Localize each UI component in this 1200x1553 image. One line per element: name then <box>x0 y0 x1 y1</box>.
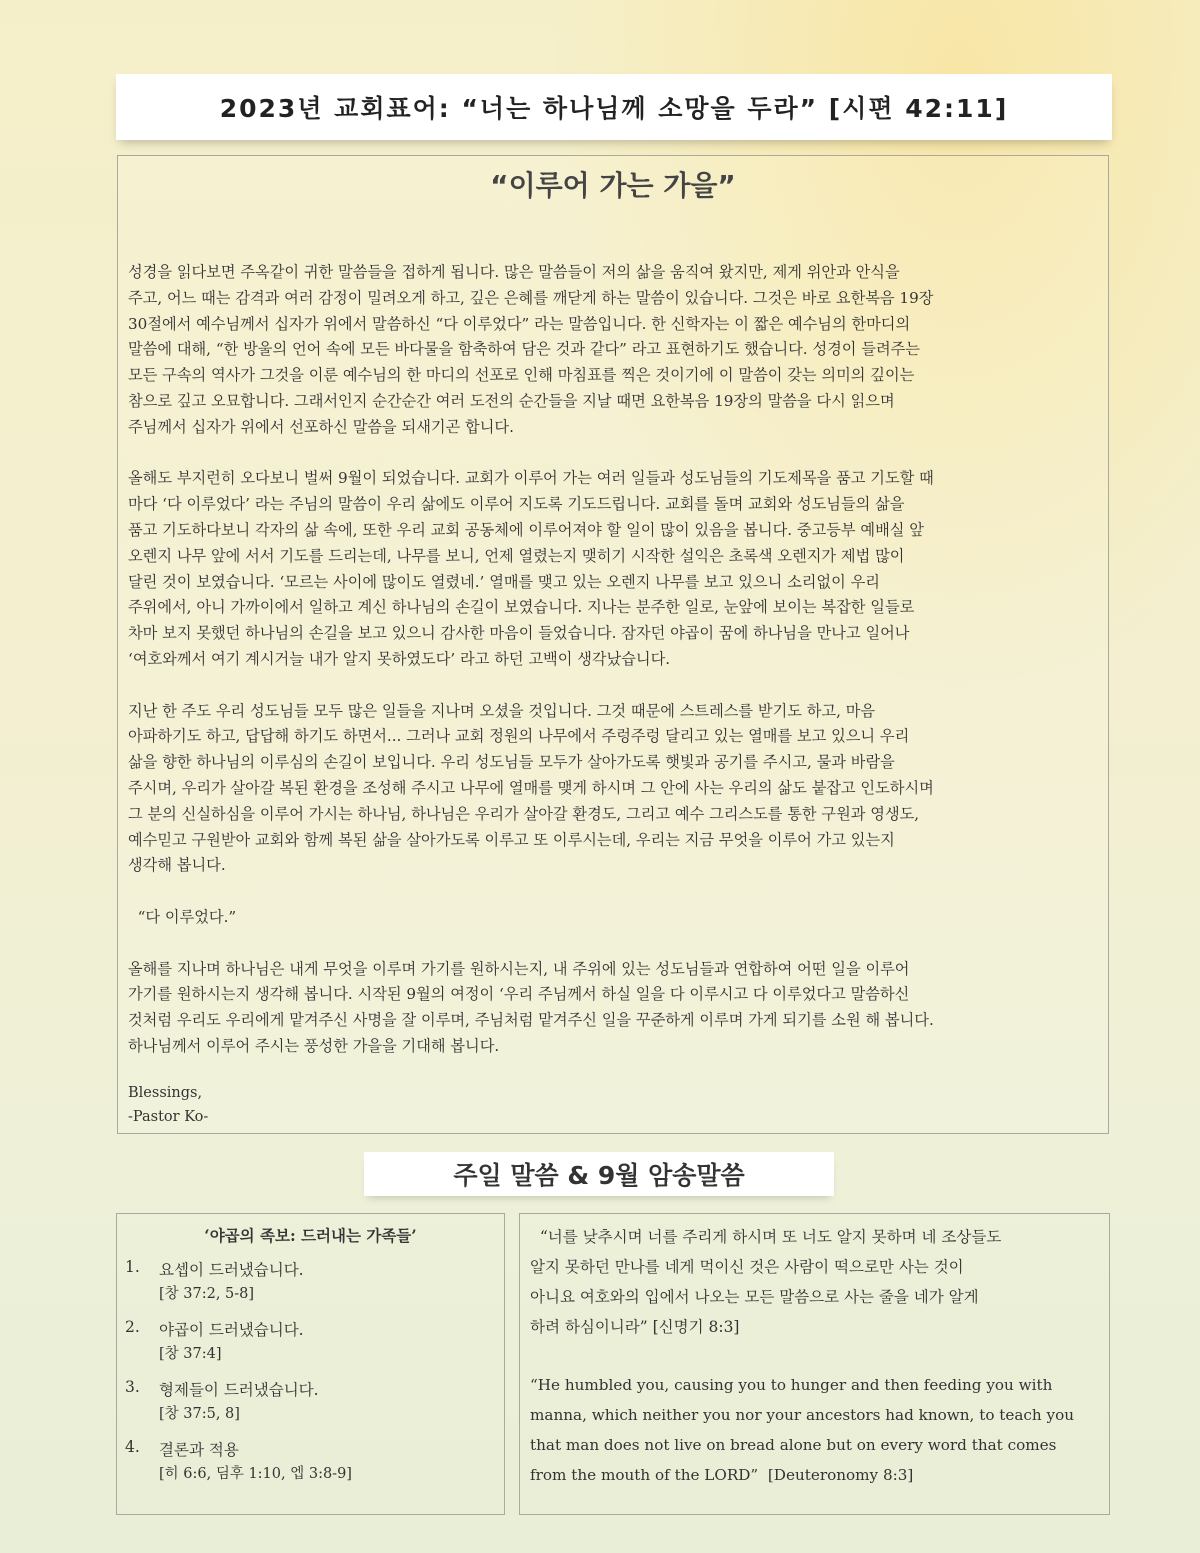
verse-line: manna, which neither you nor your ancestors had known, to teach you <box>530 1406 1075 1424</box>
item-reference: [창 37:5, 8] <box>159 1406 240 1422</box>
section-title: 주일 말씀 & 9월 암송말씀 <box>453 1161 745 1190</box>
pastor-column <box>117 155 1109 1134</box>
verse-line: that man does not live on bread alone but on every word that comes <box>530 1436 1057 1454</box>
paragraph-4 <box>128 905 1103 931</box>
text-line: 주님께서 십자가 위에서 선포하신 말씀을 되새기곤 합니다. <box>128 417 514 436</box>
item-text: 야곱이 드러냈습니다. <box>159 1321 304 1339</box>
item-reference: [히 6:6, 딤후 1:10, 엡 3:8-9] <box>159 1466 352 1482</box>
sermon-outline <box>125 1258 495 1498</box>
text-line: 품고 기도하다보니 각자의 삶 속에, 또한 우리 교회 공동체에 이루어져야 할 일이 많이 있음을 봅니다. 중고등부 예배실 앞 <box>128 520 924 539</box>
item-text: 형제들이 드러냈습니다. <box>159 1381 319 1399</box>
text-line: 가기를 원하시는지 생각해 봅니다. 시작된 9월의 여정이 ‘우리 주님께서 하실 일을 다 이루시고 다 이루었다고 말씀하신 <box>128 985 910 1004</box>
text-line: 올해도 부지런히 오다보니 벌써 9월이 되었습니다. 교회가 이루어 가는 여러 일들과 성도님들의 기도제목을 품고 기도할 때 <box>128 469 934 488</box>
item-text: 결론과 적용 <box>159 1441 239 1459</box>
text-line: 모든 구속의 역사가 그것을 이룬 예수님의 한 마디의 선포로 인해 마침표를 찍은 것이기에 이 말씀이 갖는 의미의 깊이는 <box>128 366 915 385</box>
text-line: 그 분의 신실하심을 이루어 가시는 하나님, 하나님은 우리가 살아갈 환경도, 그리고 예수 그리스도를 통한 구원과 영생도, <box>128 804 920 823</box>
item-number: 2. <box>125 1318 140 1336</box>
text-line: 차마 보지 못했던 하나님의 손길을 보고 있으니 감사한 마음이 들었습니다. 잠자던 야곱이 꿈에 하나님을 만나고 일어나 <box>128 624 910 643</box>
paragraph-1 <box>128 260 1103 441</box>
outline-item <box>125 1378 495 1438</box>
item-number: 4. <box>125 1438 140 1456</box>
text-line: 삶을 향한 하나님의 이루심의 손길이 보입니다. 우리 성도님들 모두가 살아가도록 햇빛과 공기를 주시고, 물과 바람을 <box>128 753 895 772</box>
text-line: 주시며, 우리가 살아갈 복된 환경을 조성해 주시고 나무에 열매를 맺게 하시며 그 안에 사는 우리의 삶도 붙잡고 인도하시며 <box>128 778 934 797</box>
motto-text: 2023년 교회표어: “너는 하나님께 소망을 두라” [시편 42:11] <box>219 94 1009 123</box>
paragraph-3 <box>128 699 1103 880</box>
signature-block <box>128 1081 208 1129</box>
memory-verse-box <box>519 1213 1110 1515</box>
column-title: “이루어 가는 가을” <box>490 169 736 202</box>
section-banner <box>364 1152 834 1196</box>
sermon-title: ‘야곱의 족보: 드러내는 가족들’ <box>204 1226 417 1245</box>
text-line: 주위에서, 아니 가까이에서 일하고 계신 하나님의 손길이 보였습니다. 지나는 분주한 일로, 눈앞에 보이는 복잡한 일들로 <box>128 598 915 617</box>
outline-item <box>125 1438 495 1498</box>
verse-line: from the mouth of the LORD” [Deuteronomy 8:3] <box>530 1466 914 1484</box>
verse-line: 알지 못하던 만나를 네게 먹이신 것은 사람이 떡으로만 사는 것이 <box>530 1258 964 1276</box>
item-reference: [창 37:4] <box>159 1346 222 1362</box>
text-line: 오렌지 나무 앞에 서서 기도를 드리는데, 나무를 보니, 언제 열렸는지 맺히기 시작한 설익은 초록색 오렌지가 제법 많이 <box>128 546 905 565</box>
text-line: 예수믿고 구원받아 교회와 함께 복된 삶을 살아가도록 이루고 또 이루시는데, 우리는 지금 무엇을 이루어 가고 있는지 <box>128 830 895 849</box>
verse-line: 아니요 여호와의 입에서 나오는 모든 말씀으로 사는 줄을 네가 알게 <box>530 1288 979 1306</box>
author: -Pastor Ko- <box>128 1109 209 1125</box>
text-line: 지난 한 주도 우리 성도님들 모두 많은 일들을 지나며 오셨을 것입니다. 그것 때문에 스트레스를 받기도 하고, 마음 <box>128 701 876 720</box>
text-line: 달린 것이 보였습니다. ‘모르는 사이에 많이도 열렸네.’ 열매를 맺고 있는 오렌지 나무를 보고 있으니 소리없이 우리 <box>128 572 880 591</box>
column-body <box>128 260 1103 1060</box>
text-line: 말씀에 대해, “한 방울의 언어 속에 모든 바다물을 함축하여 담은 것과 같다” 라고 표현하기도 했습니다. 성경이 들려주는 <box>128 340 920 359</box>
verse-line: “너를 낮추시며 너를 주리게 하시며 또 너도 알지 못하며 네 조상들도 <box>530 1228 1002 1246</box>
text-line: 참으로 깊고 오묘합니다. 그래서인지 순간순간 여러 도전의 순간들을 지날 때면 요한복음 19장의 말씀을 다시 읽으며 <box>128 391 895 410</box>
item-number: 3. <box>125 1378 140 1396</box>
signoff: Blessings, <box>128 1085 203 1101</box>
item-text: 요셉이 드러냈습니다. <box>159 1261 304 1279</box>
verse-line: “He humbled you, causing you to hunger and then feeding you with <box>530 1376 1053 1394</box>
paragraph-5 <box>128 957 1103 1060</box>
text-line: 성경을 읽다보면 주옥같이 귀한 말씀들을 접하게 됩니다. 많은 말씀들이 저의 삶을 움직여 왔지만, 제게 위안과 안식을 <box>128 263 900 281</box>
text-line: 30절에서 예수님께서 십자가 위에서 말씀하신 “다 이루었다” 라는 말씀입니다. 한 신학자는 이 짧은 예수님의 한마디의 <box>128 314 911 333</box>
outline-item <box>125 1318 495 1378</box>
sermon-outline-box <box>116 1213 505 1515</box>
item-number: 1. <box>125 1258 140 1276</box>
text-line: 올해를 지나며 하나님은 내게 무엇을 이루며 가기를 원하시는지, 내 주위에 있는 성도님들과 연합하여 어떤 일을 이루어 <box>128 959 910 978</box>
text-line: 것처럼 우리도 우리에게 맡겨주신 사명을 잘 이루며, 주님처럼 맡겨주신 일을 꾸준하게 이루며 가게 되기를 소원 해 봅니다. <box>128 1011 934 1030</box>
text-line: 생각해 봅니다. <box>128 856 226 875</box>
paragraph-2 <box>128 466 1103 672</box>
outline-item <box>125 1258 495 1318</box>
verse-korean <box>530 1222 1100 1342</box>
item-reference: [창 37:2, 5-8] <box>159 1286 255 1302</box>
verse-english <box>530 1370 1105 1490</box>
text-line: 주고, 어느 때는 감격과 여러 감정이 밀려오게 하고, 깊은 은혜를 깨닫게 하는 말씀이 있습니다. 그것은 바로 요한복음 19장 <box>128 288 934 307</box>
quote-line: “다 이루었다.” <box>128 907 237 926</box>
text-line: ‘여호와께서 여기 계시거늘 내가 알지 못하였도다’ 라고 하던 고백이 생각났습니다. <box>128 649 671 668</box>
verse-line: 하려 하심이니라” [신명기 8:3] <box>530 1318 740 1336</box>
text-line: 마다 ‘다 이루었다’ 라는 주님의 말씀이 우리 삶에도 이루어 지도록 기도드립니다. 교회를 돌며 교회와 성도님들의 삶을 <box>128 495 905 514</box>
text-line: 아파하기도 하고, 답답해 하기도 하면서... 그러나 교회 정원의 나무에서 주렁주렁 달리고 있는 열매를 보고 있으니 우리 <box>128 727 910 746</box>
text-line: 하나님께서 이루어 주시는 풍성한 가을을 기대해 봅니다. <box>128 1036 500 1055</box>
motto-banner <box>116 74 1112 140</box>
